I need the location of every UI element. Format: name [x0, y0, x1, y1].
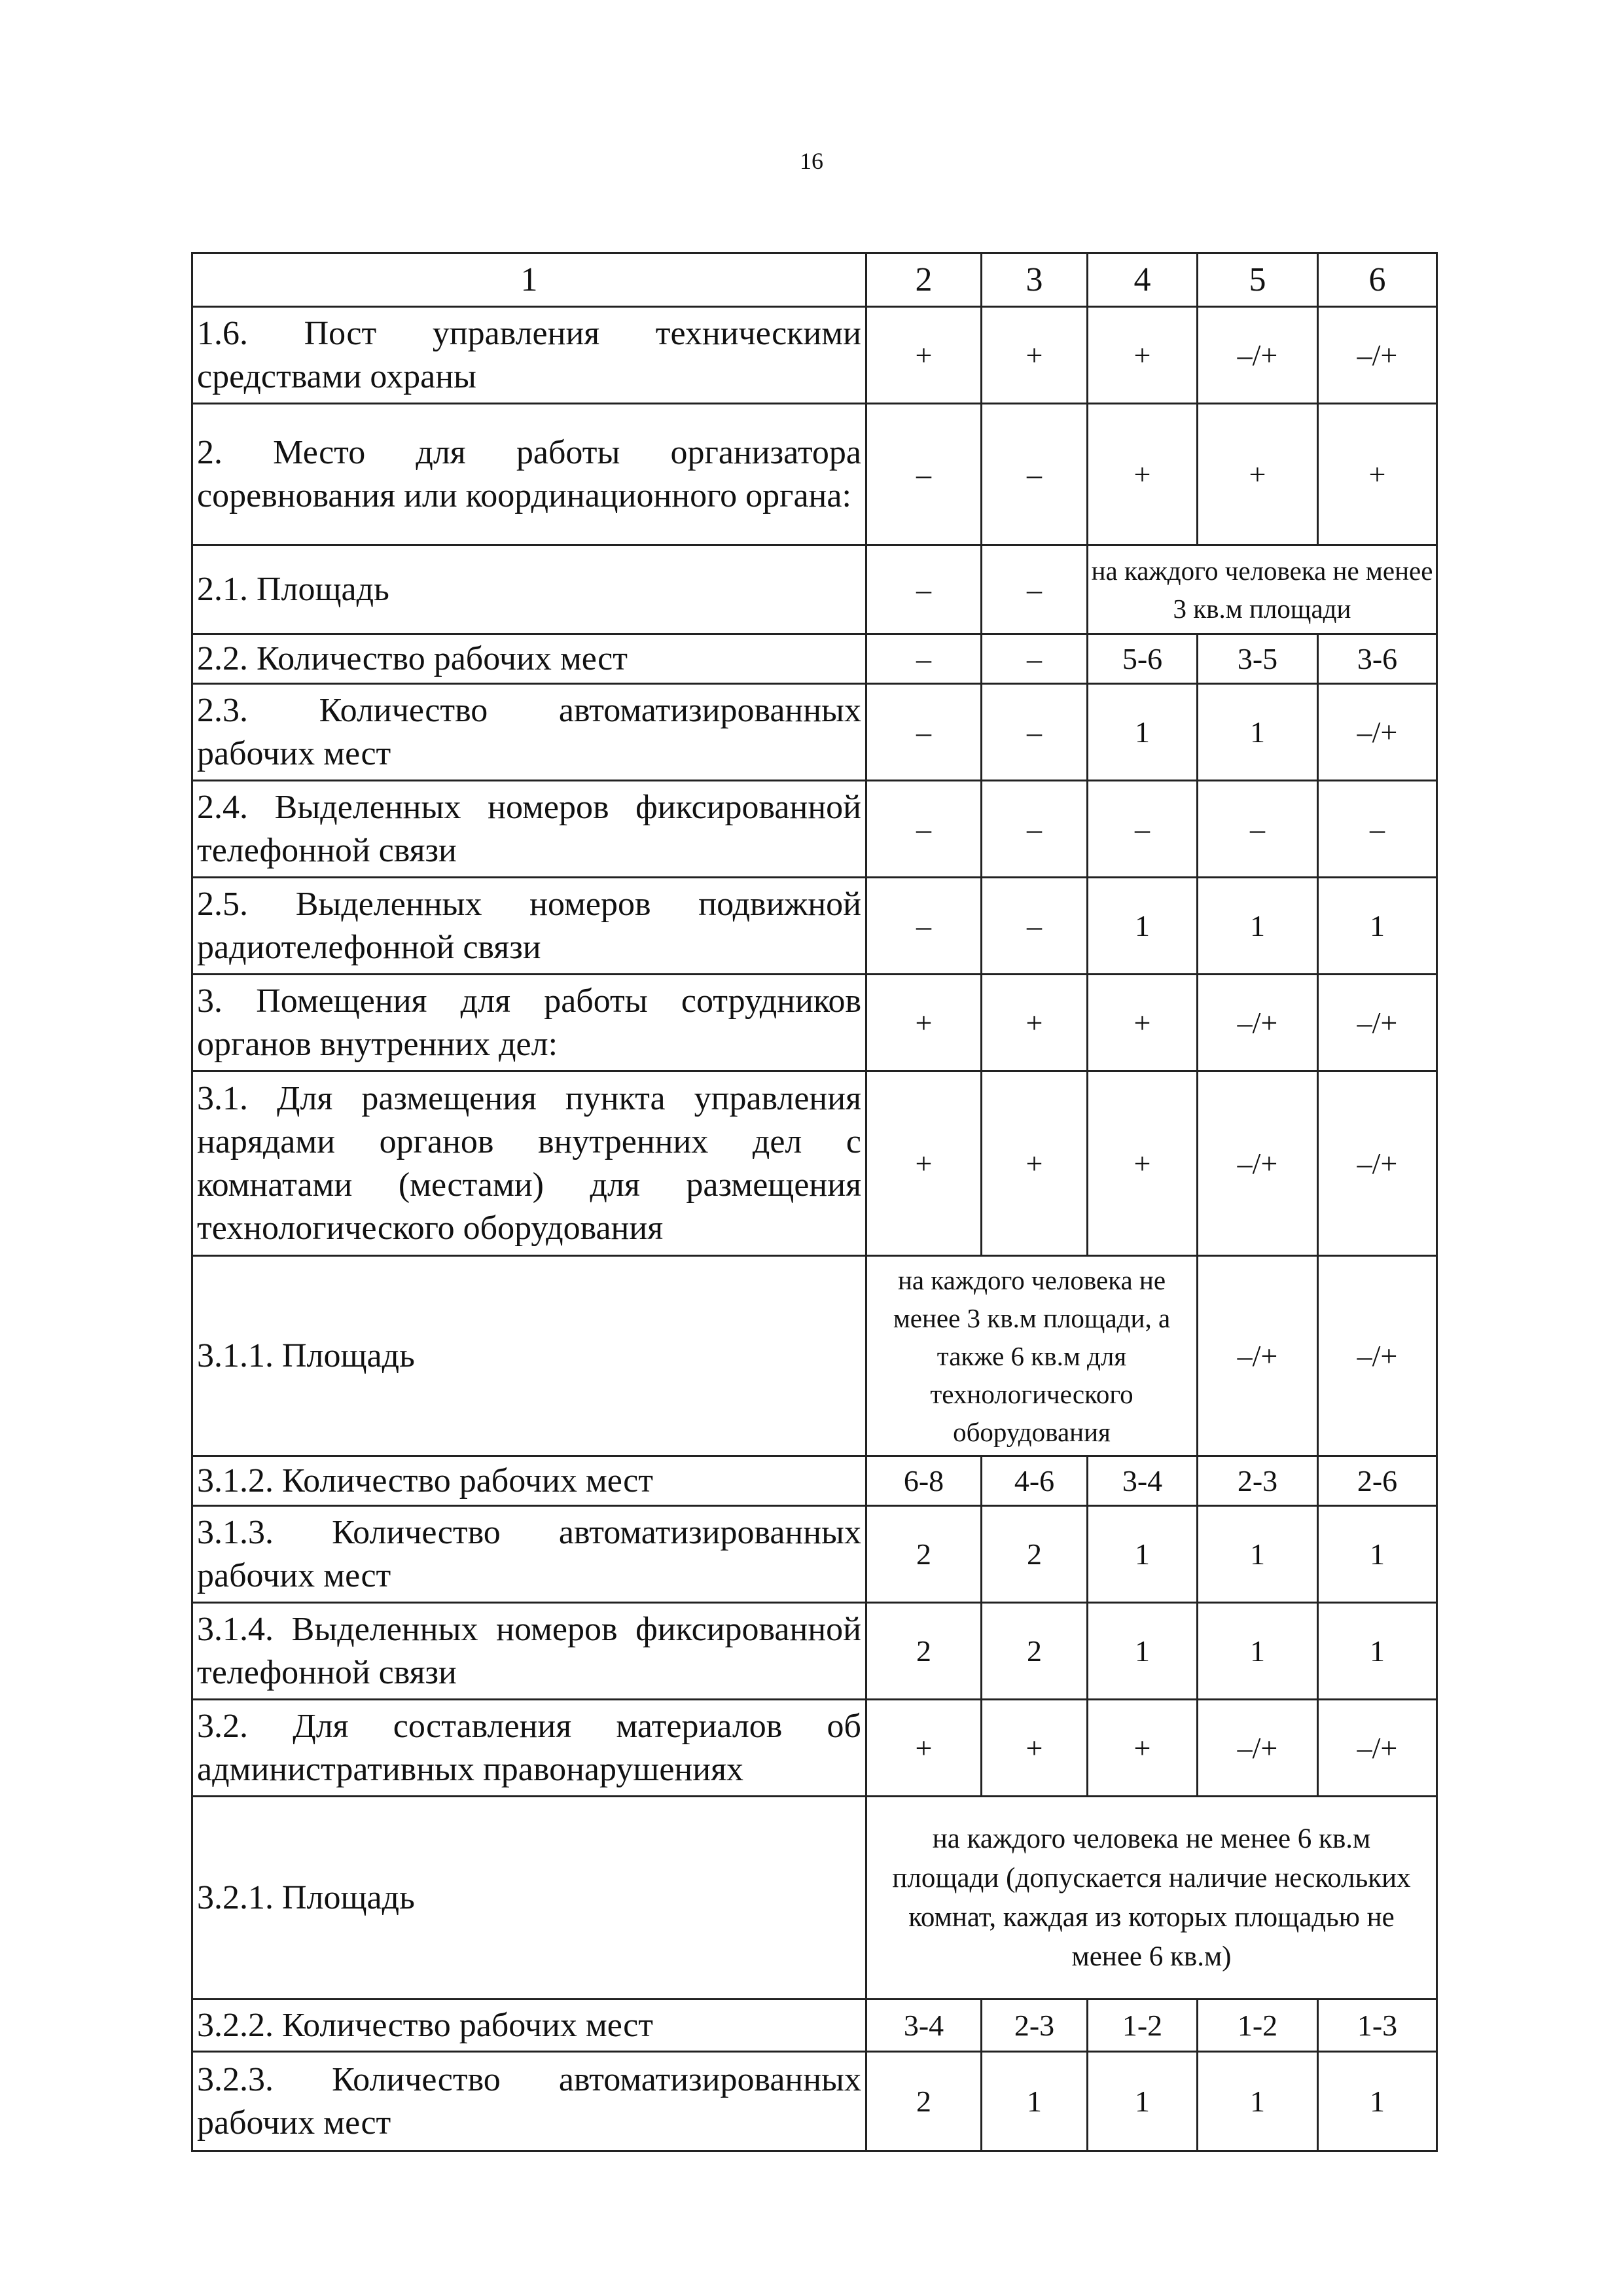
table-cell: – [1198, 781, 1318, 878]
table-cell: 6-8 [866, 1456, 982, 1506]
table-row [192, 684, 1437, 781]
table-cell: – [1318, 781, 1437, 878]
row-label: 3.1.3. Количество автоматизированных рабочих мест [192, 1506, 866, 1603]
table-row [192, 1071, 1437, 1256]
table-cell: + [1198, 404, 1318, 545]
table-cell: –/+ [1318, 1700, 1437, 1797]
table-cell: – [866, 634, 982, 684]
column-header: 1 [192, 253, 866, 307]
table-row [192, 781, 1437, 878]
table-cell: 2 [866, 1506, 982, 1603]
table-cell: – [866, 684, 982, 781]
table-row [192, 1603, 1437, 1700]
table-cell: 1 [1198, 684, 1318, 781]
table-cell: + [866, 1700, 982, 1797]
table-cell: 1 [1088, 878, 1198, 975]
table-cell: 2-3 [1198, 1456, 1318, 1506]
table-cell: – [866, 878, 982, 975]
table-row [192, 1256, 1437, 1456]
table-cell: 4-6 [982, 1456, 1088, 1506]
row-label: 3.2. Для составления материалов об административных правонарушениях [192, 1700, 866, 1797]
table-cell: 2 [982, 1506, 1088, 1603]
table-cell: 1-2 [1088, 2000, 1198, 2052]
table-row [192, 1700, 1437, 1797]
table-cell: –/+ [1198, 1700, 1318, 1797]
table-row [192, 1506, 1437, 1603]
row-label: 3.1.4. Выделенных номеров фиксированной телефонной связи [192, 1603, 866, 1700]
row-label: 3.1.1. Площадь [192, 1256, 866, 1456]
table-cell: + [982, 307, 1088, 404]
table-cell: – [1088, 781, 1198, 878]
table-cell: 1 [1198, 2052, 1318, 2151]
table-row [192, 975, 1437, 1071]
table-cell: 2 [866, 2052, 982, 2151]
row-label: 1.6. Пост управления техническими средствами охраны [192, 307, 866, 404]
table-cell: 1 [1318, 1506, 1437, 1603]
table-cell: – [866, 404, 982, 545]
table-cell: 1 [1198, 1603, 1318, 1700]
table-cell: – [982, 781, 1088, 878]
table-cell: 2 [866, 1603, 982, 1700]
table-cell: 1 [1088, 1506, 1198, 1603]
table-cell: – [982, 878, 1088, 975]
table-cell: + [866, 1071, 982, 1256]
table-cell: + [982, 1700, 1088, 1797]
table-cell: 1 [1088, 2052, 1198, 2151]
table-cell: – [982, 404, 1088, 545]
table-cell: 1 [1088, 684, 1198, 781]
merged-note-cell: на каждого человека не менее 3 кв.м площади, а также 6 кв.м для технологического оборудования [866, 1256, 1198, 1456]
table-row [192, 404, 1437, 545]
column-header: 5 [1198, 253, 1318, 307]
table-cell: –/+ [1198, 307, 1318, 404]
column-header: 4 [1088, 253, 1198, 307]
table-cell: 1 [1088, 1603, 1198, 1700]
row-label: 3.2.2. Количество рабочих мест [192, 2000, 866, 2052]
table-row [192, 1797, 1437, 2000]
row-label: 3.1. Для размещения пункта управления нарядами органов внутренних дел с комнатами (местами) для размещения технологического оборудования [192, 1071, 866, 1256]
row-label: 3. Помещения для работы сотрудников органов внутренних дел: [192, 975, 866, 1071]
row-label: 3.2.3. Количество автоматизированных рабочих мест [192, 2052, 866, 2151]
table-cell: –/+ [1318, 307, 1437, 404]
table-row [192, 634, 1437, 684]
table-cell: 2-6 [1318, 1456, 1437, 1506]
table-cell: + [1088, 404, 1198, 545]
table-cell: + [982, 975, 1088, 1071]
table-cell: – [982, 545, 1088, 634]
table-cell: + [866, 307, 982, 404]
table-cell: 1 [1318, 878, 1437, 975]
row-label: 3.2.1. Площадь [192, 1797, 866, 2000]
table-cell: 5-6 [1088, 634, 1198, 684]
table-cell: 1 [1198, 1506, 1318, 1603]
table-row [192, 545, 1437, 634]
table-row [192, 1456, 1437, 1506]
table-cell: –/+ [1198, 1071, 1318, 1256]
row-label: 2. Место для работы организатора соревнования или координационного органа: [192, 404, 866, 545]
table-row [192, 307, 1437, 404]
table-cell: 3-4 [866, 2000, 982, 2052]
table-cell: 1-3 [1318, 2000, 1437, 2052]
table-cell: 1 [1318, 2052, 1437, 2151]
table-cell: + [866, 975, 982, 1071]
table-cell: –/+ [1318, 1256, 1437, 1456]
table-row [192, 2052, 1437, 2151]
table-cell: –/+ [1198, 975, 1318, 1071]
table-cell: – [982, 634, 1088, 684]
table-cell: 1 [1198, 878, 1318, 975]
column-header: 2 [866, 253, 982, 307]
table-cell: – [982, 684, 1088, 781]
table-cell: + [1088, 1071, 1198, 1256]
table-cell: 2 [982, 1603, 1088, 1700]
table-cell: 1-2 [1198, 2000, 1318, 2052]
table-cell: –/+ [1318, 684, 1437, 781]
table-cell: 3-6 [1318, 634, 1437, 684]
row-label: 2.4. Выделенных номеров фиксированной телефонной связи [192, 781, 866, 878]
table-cell: + [982, 1071, 1088, 1256]
row-label: 3.1.2. Количество рабочих мест [192, 1456, 866, 1506]
table-cell: 2-3 [982, 2000, 1088, 2052]
row-label: 2.5. Выделенных номеров подвижной радиотелефонной связи [192, 878, 866, 975]
page-number: 16 [800, 148, 823, 174]
table-cell: + [1088, 1700, 1198, 1797]
table-cell: –/+ [1198, 1256, 1318, 1456]
merged-note-cell: на каждого человека не менее 3 кв.м площади [1088, 545, 1437, 634]
row-label: 2.1. Площадь [192, 545, 866, 634]
table-cell: –/+ [1318, 975, 1437, 1071]
table-cell: + [1088, 975, 1198, 1071]
row-label: 2.2. Количество рабочих мест [192, 634, 866, 684]
requirements-table [191, 252, 1438, 2152]
table-row [192, 2000, 1437, 2052]
table-cell: 1 [1318, 1603, 1437, 1700]
table-cell: 3-4 [1088, 1456, 1198, 1506]
column-header: 6 [1318, 253, 1437, 307]
table-cell: + [1318, 404, 1437, 545]
table-cell: –/+ [1318, 1071, 1437, 1256]
table-cell: – [866, 781, 982, 878]
table-cell: 1 [982, 2052, 1088, 2151]
table-cell: – [866, 545, 982, 634]
header-row [192, 253, 1437, 307]
table-cell: + [1088, 307, 1198, 404]
table-row [192, 878, 1437, 975]
column-header: 3 [982, 253, 1088, 307]
table-cell: 3-5 [1198, 634, 1318, 684]
row-label: 2.3. Количество автоматизированных рабочих мест [192, 684, 866, 781]
merged-note-cell: на каждого человека не менее 6 кв.м площади (допускается наличие нескольких комнат, каждая из которых площадью не менее 6 кв.м) [866, 1797, 1437, 2000]
